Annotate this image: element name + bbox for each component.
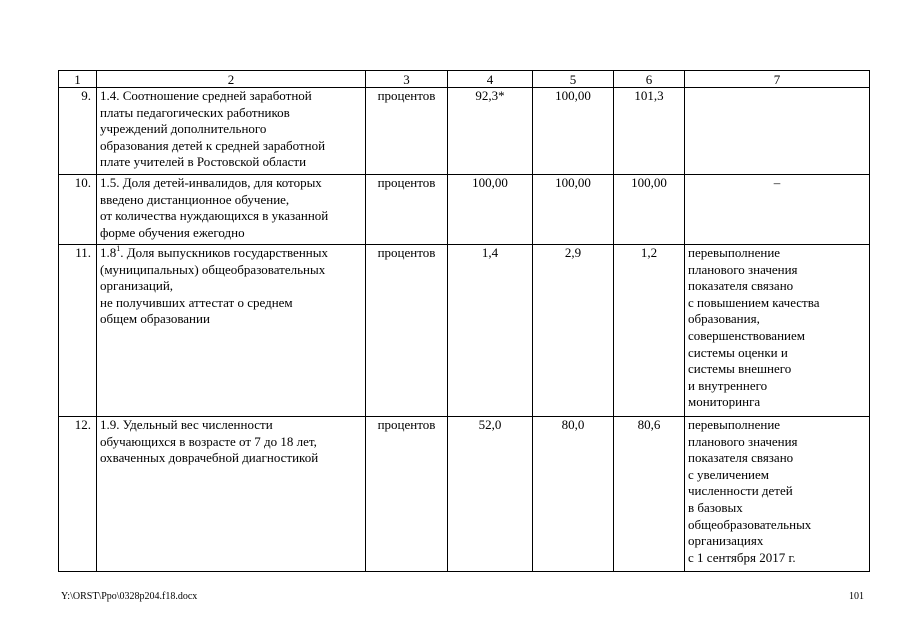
- indicator-line: [100, 245, 362, 262]
- value-cell-4: 100,00: [448, 175, 533, 245]
- value-cell-6: 80,6: [614, 417, 685, 572]
- table-row: [59, 88, 870, 175]
- unit-cell: процентов: [366, 245, 448, 417]
- table-row: [59, 175, 870, 245]
- indicator-line: учреждений дополнительного: [100, 121, 267, 137]
- indicator-line: 1.9. Удельный вес численности: [100, 417, 273, 432]
- row-number: 11.: [59, 245, 97, 417]
- note-line: планового значения: [688, 433, 798, 449]
- value-cell-6: 1,2: [614, 245, 685, 417]
- page-number: 101: [849, 591, 864, 602]
- indicator-line: платы педагогических работников: [100, 104, 290, 120]
- file-path-footer: Y:\ORST\Ppo\0328p204.f18.docx: [61, 591, 198, 602]
- note-line: с 1 сентября 2017 г.: [688, 549, 796, 565]
- row-number: 9.: [59, 88, 97, 175]
- header-cell-1: 1: [59, 71, 97, 88]
- header-cell-7: 7: [685, 71, 870, 88]
- note-line: показателя связано: [688, 450, 794, 466]
- indicator-line: введено дистанционное обучение,: [100, 191, 290, 207]
- note-cell: [685, 88, 870, 175]
- value-cell-5: 2,9: [533, 245, 614, 417]
- indicator-cell: [97, 88, 366, 175]
- unit-cell: процентов: [366, 88, 448, 175]
- table-header-row: [59, 71, 870, 88]
- table-row: [59, 417, 870, 572]
- note-line: общеобразовательных: [688, 516, 812, 532]
- indicator-line: не получивших аттестат о среднем: [100, 294, 293, 310]
- header-cell-2: 2: [97, 71, 366, 88]
- value-cell-5: 100,00: [533, 175, 614, 245]
- note-line: перевыполнение: [688, 245, 781, 260]
- indicator-cell: [97, 245, 366, 417]
- note-line: и внутреннего: [688, 377, 768, 393]
- indicator-line: обучающихся в возрасте от 7 до 18 лет,: [100, 433, 317, 449]
- table-row: [59, 245, 870, 417]
- value-cell-5: 80,0: [533, 417, 614, 572]
- indicator-line: форме обучения ежегодно: [100, 224, 245, 240]
- indicator-cell: [97, 417, 366, 572]
- note-cell: [685, 417, 870, 572]
- note-line: образования,: [688, 311, 760, 327]
- note-line: системы оценки и: [688, 344, 788, 360]
- header-cell-3: 3: [366, 71, 448, 88]
- value-cell-4: 52,0: [448, 417, 533, 572]
- note-line: показателя связано: [688, 278, 794, 294]
- note-line: в базовых: [688, 499, 743, 515]
- row-number: 12.: [59, 417, 97, 572]
- indicator-line: плате учителей в Ростовской области: [100, 154, 307, 170]
- note-cell: –: [685, 175, 870, 245]
- note-cell: [685, 245, 870, 417]
- indicators-table: [58, 70, 870, 572]
- indicator-line: от количества нуждающихся в указанной: [100, 208, 329, 224]
- indicator-line: охваченных доврачебной диагностикой: [100, 450, 319, 466]
- indicator-line: (муниципальных) общеобразовательных: [100, 261, 326, 277]
- note-line: совершенствованием: [688, 327, 805, 343]
- indicator-cell: [97, 175, 366, 245]
- unit-cell: процентов: [366, 417, 448, 572]
- row-number: 10.: [59, 175, 97, 245]
- header-cell-6: 6: [614, 71, 685, 88]
- value-cell-6: 101,3: [614, 88, 685, 175]
- note-line: с повышением качества: [688, 294, 820, 310]
- note-line: с увеличением: [688, 466, 770, 482]
- indicator-line: организаций,: [100, 278, 174, 294]
- indicator-line: образования детей к средней заработной: [100, 137, 326, 153]
- value-cell-5: 100,00: [533, 88, 614, 175]
- value-cell-4: 92,3*: [448, 88, 533, 175]
- note-line: перевыполнение: [688, 417, 781, 432]
- indicator-text: . Доля выпускников государственных: [120, 245, 328, 260]
- note-line: системы внешнего: [688, 361, 792, 377]
- header-cell-5: 5: [533, 71, 614, 88]
- note-line: планового значения: [688, 261, 798, 277]
- unit-cell: процентов: [366, 175, 448, 245]
- indicator-line: 1.4. Соотношение средней заработной: [100, 88, 312, 103]
- indicator-line: 1.5. Доля детей-инвалидов, для которых: [100, 175, 322, 190]
- value-cell-4: 1,4: [448, 245, 533, 417]
- indicator-line: общем образовании: [100, 311, 210, 327]
- header-cell-4: 4: [448, 71, 533, 88]
- value-cell-6: 100,00: [614, 175, 685, 245]
- note-line: численности детей: [688, 483, 793, 499]
- note-line: мониторинга: [688, 394, 761, 410]
- indicator-superscript: 1: [116, 243, 121, 253]
- note-line: организациях: [688, 533, 764, 549]
- indicator-code: 1.8: [100, 245, 117, 260]
